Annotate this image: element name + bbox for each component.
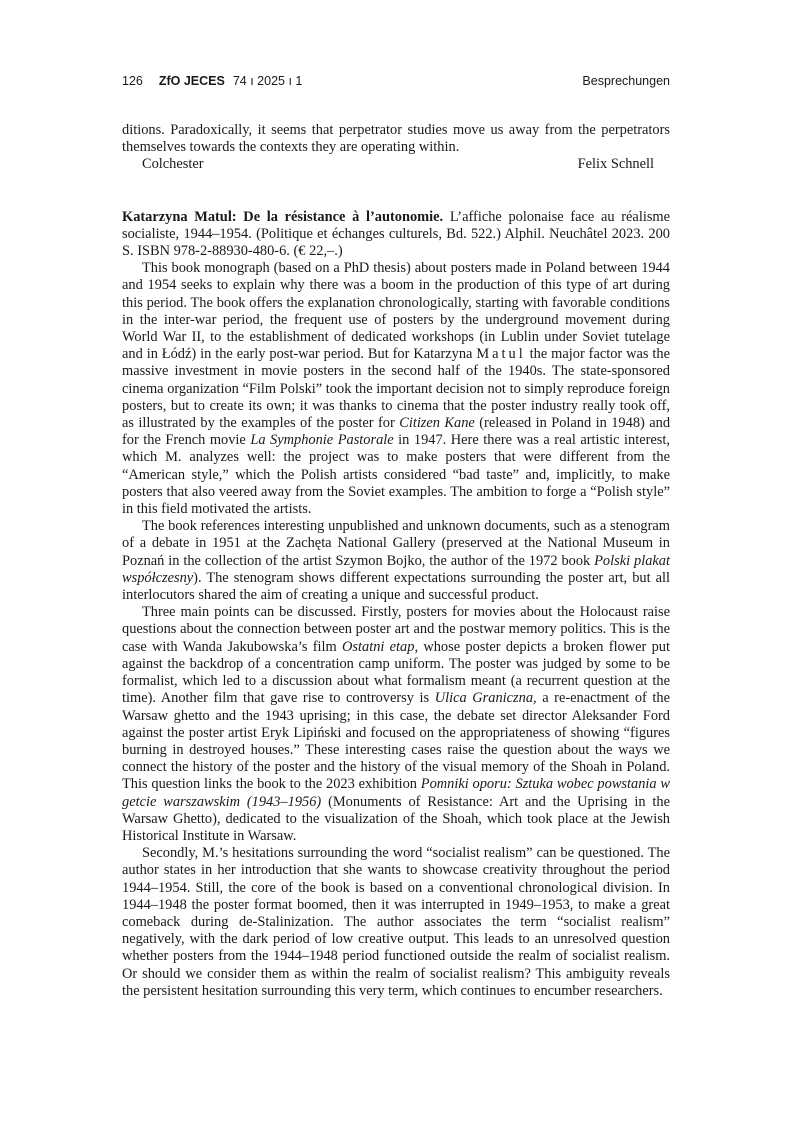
section-title: Besprechungen (582, 74, 670, 88)
prev-review-ending: ditions. Paradoxically, it seems that perpetrator studies move us away from the perpetrators themselves towards the contexts they are operating within. (122, 122, 670, 156)
volume-issue: 74 ı 2025 ı 1 (232, 74, 303, 88)
review-heading (122, 209, 670, 261)
film-title: Ostatni etap (342, 638, 415, 655)
review-paragraph-2: The book references interesting unpublished and unknown documents, such as a stenogram of a debate in 1951 at the Zachęta National Gallery (preserved at the National Museum in Poznań in the collection of the artist Szymon Bojko, the author of the 1972 book Polski plakat współczesny). The stenogram shows different expectations surrounding the poster art, but all interlocutors shared the aim of creating a unique and successful product. (122, 518, 670, 604)
running-header (122, 74, 670, 92)
book-bibliography: L’affiche polonaise face au réalisme socialiste, 1944–1954. (Politique et échanges culturels, Bd. 522.) Alphil. Neuchâtel 2023. 200 S. ISBN 978-2-88930-480-6. (€ 22,–.) (122, 208, 670, 260)
reviewer-signature (122, 156, 670, 173)
book-title: Polski plakat współczesny (122, 552, 670, 586)
author-surname: Matul (476, 346, 526, 363)
journal-name: ZfO JECES (158, 74, 225, 88)
reviewer-place: Colchester (142, 156, 204, 173)
review-paragraph-1: This book monograph (based on a PhD thesis) about posters made in Poland between 1944 and 1954 seeks to explain why there was a boom in the production of this type of art during this period. The book offers the explanation chronologically, starting with favorable conditions in the inter-war period, the frequent use of posters by the underground movement during World War II, to the establishment of dedicated workshops (in Lublin under Soviet tutelage and in Łódź) in the early post-war period. But for Katarzyna Matul the major factor was the massive investment in movie posters in the second half of the 1940s. The state-sponsored cinema organization “Film Polski” took the important decision not to simply reproduce foreign posters, but to create its own; it was thanks to cinema that the poster industry really took off, as illustrated by the examples of the poster for Citizen Kane (released in Poland in 1948) and for the French movie La Symphonie Pastorale in 1947. Here there was a real artistic interest, which M. analyzes well: the project was to make posters that were different from the “American style,” which the Polish artists considered “bad taste” and, implicitly, to make posters that also veered away from the Soviet examples. The ambition to forge a “Polish style” in this field motivated the artists. (122, 260, 671, 518)
page-number: 126 (122, 74, 143, 88)
review-paragraph-4: Secondly, M.’s hesitations surrounding the word “socialist realism” can be questioned. The author states in her introduction that she wants to showcase creativity throughout the period 1944–1954. Still, the core of the book is based on a conventional chronological division. In 1944–1948 the poster format boomed, then it was interrupted in 1949–1953, to make a great comeback during de-Stalinization. The author associates the term “socialist realism” negatively, with the dark period of low creative output. This leads to an unresolved question whether posters from the 1944–1948 period functioned outside the realm of socialist realism. Or should we consider them as within the realm of socialist realism? This ambiguity reveals the persistent hesitation surrounding this very term, which continues to encumber researchers. (122, 845, 670, 999)
page-body (122, 122, 670, 1000)
film-title: Citizen Kane (399, 415, 475, 432)
film-title: Ulica Graniczna (434, 690, 534, 707)
exhibition-title: Pomniki oporu: Sztuka wobec powstania w getcie warszawskim (1943–1956) (122, 776, 670, 810)
reviewer-name: Felix Schnell (577, 156, 654, 173)
review-paragraph-3: Three main points can be discussed. Firstly, posters for movies about the Holocaust raise questions about the connection between poster art and the postwar memory politics. This is the case with Wanda Jakubowska’s film Ostatni etap, whose poster depicts a broken flower put against the backdrop of a concentration camp uniform. The poster was judged by some to be formalist, which led to a discussion about what formalism meant (a recurrent question at the time). Another film that gave rise to controversy is Ulica Graniczna, a re-enactment of the Warsaw ghetto and the 1943 uprising; in this case, the debate set director Aleksander Ford against the poster artist Eryk Lipiński and focused on the appropriateness of showing “figures burning in destroyed houses.” These interesting cases raise the question about the ways we connect the history of the poster and the history of the visual memory of the Shoah in Poland. This question links the book to the 2023 exhibition Pomniki oporu: Sztuka wobec powstania w getcie warszawskim (1943–1956) (Monuments of Resistance: Art and the Uprising in the Warsaw Ghetto), dedicated to the visualization of the Shoah, which took place at the Jewish Historical Institute in Warsaw. (122, 604, 671, 844)
film-title: La Symphonie Pastorale (250, 432, 394, 449)
book-author-title: Katarzyna Matul: De la résistance à l’autonomie. (122, 208, 444, 225)
